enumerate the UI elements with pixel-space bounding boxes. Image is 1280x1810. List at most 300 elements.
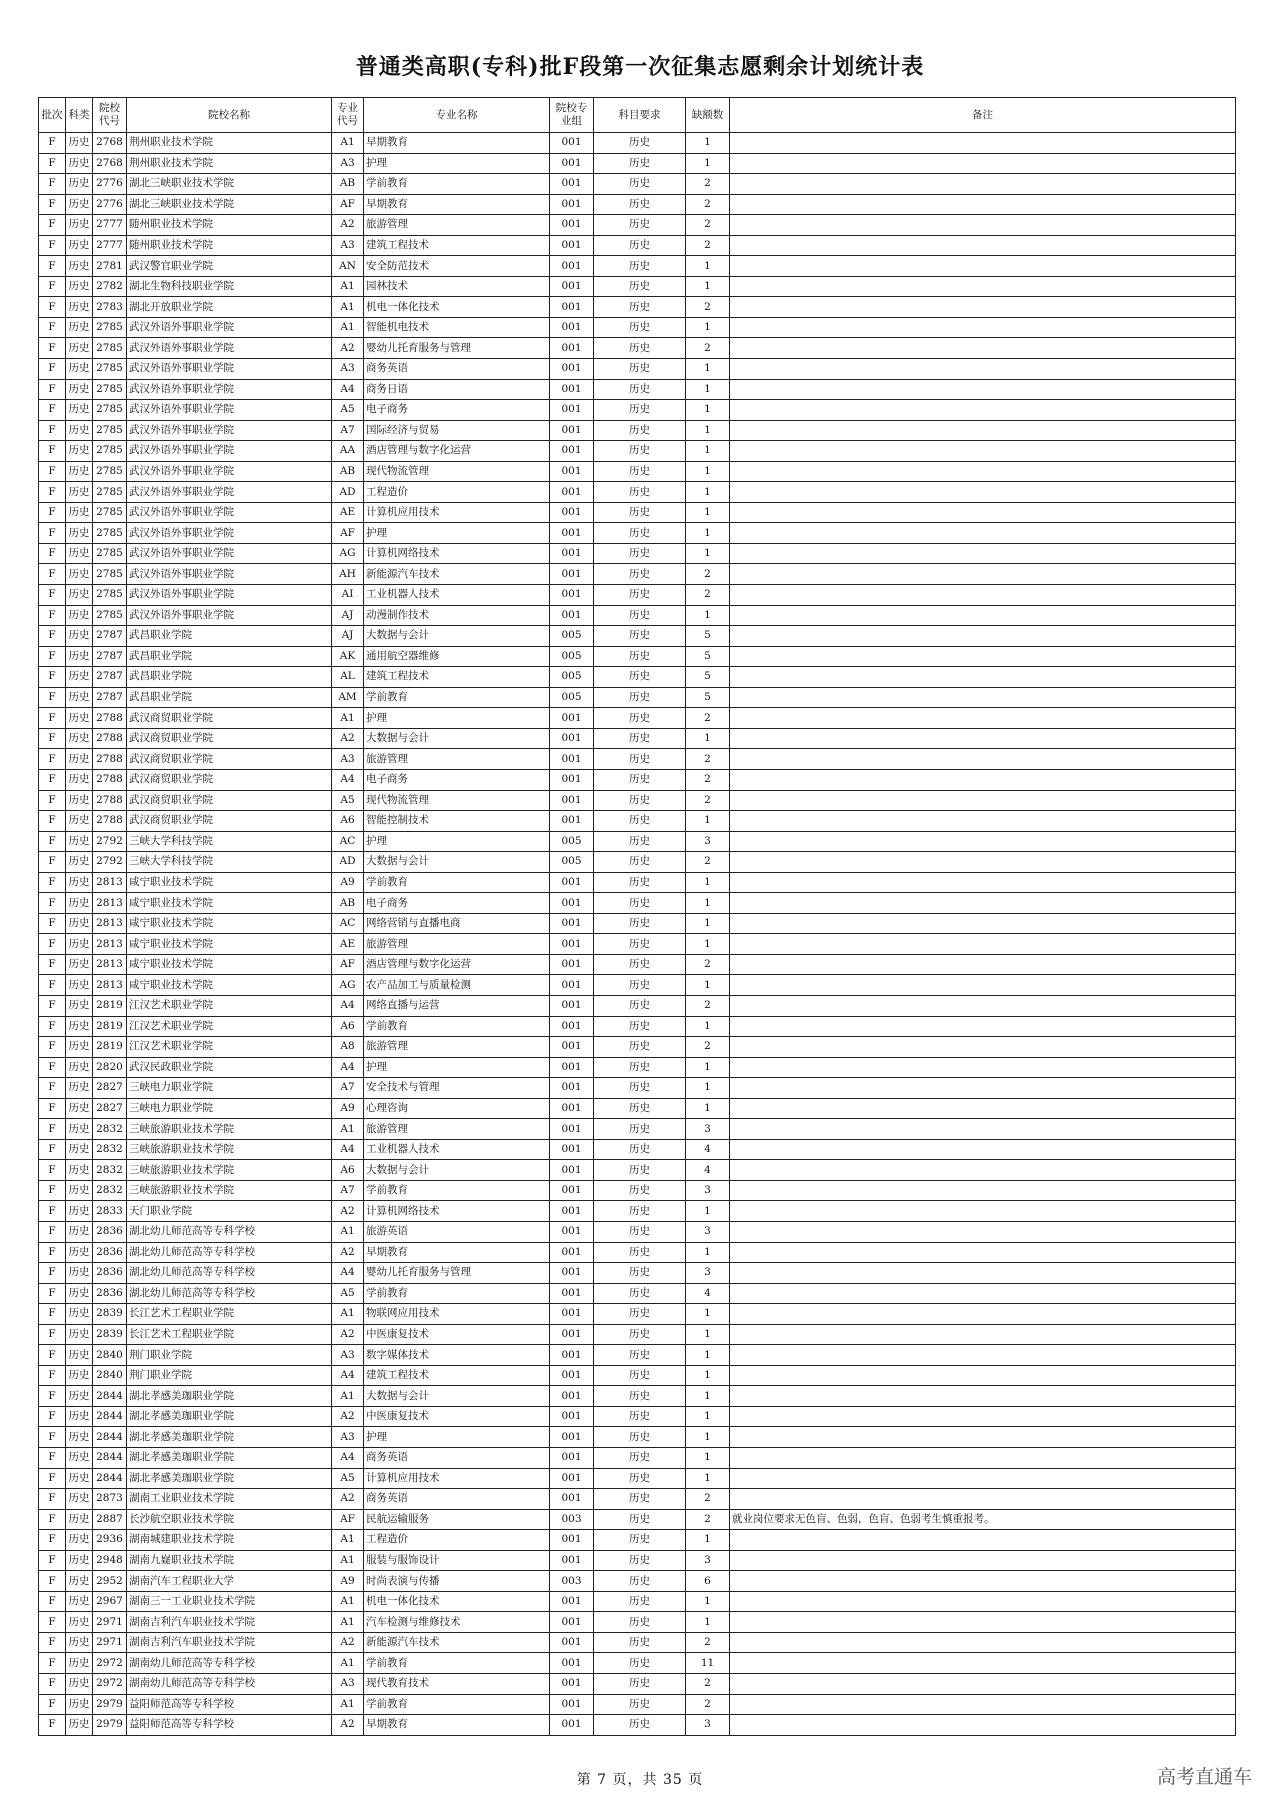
vacancies-cell: 1: [686, 256, 730, 277]
school-name-cell: 武汉民政职业学院: [127, 1057, 332, 1078]
major-group-cell: 001: [550, 1674, 594, 1695]
major-name-cell: 电子商务: [364, 893, 550, 914]
school-name-cell: 江汉艺术职业学院: [127, 1037, 332, 1058]
vacancies-cell: 1: [686, 276, 730, 297]
major-group-cell: 001: [550, 153, 594, 174]
major-code-cell: A3: [332, 1427, 364, 1448]
major-name-cell: 工程造价: [364, 1530, 550, 1551]
category-cell: 历史: [66, 461, 93, 482]
batch-cell: F: [39, 831, 66, 852]
category-cell: 历史: [66, 1221, 93, 1242]
table-row: [39, 1078, 1236, 1099]
school-name-cell: 武汉外语外事职业学院: [127, 317, 332, 338]
major-group-cell: 005: [550, 626, 594, 647]
major-group-cell: 001: [550, 1160, 594, 1181]
major-group-cell: 001: [550, 1324, 594, 1345]
major-group-cell: 001: [550, 1489, 594, 1510]
subject-requirement-cell: 历史: [594, 523, 686, 544]
major-group-cell: 001: [550, 543, 594, 564]
school-name-cell: 武汉外语外事职业学院: [127, 523, 332, 544]
major-code-cell: A6: [332, 1016, 364, 1037]
major-code-cell: A6: [332, 1160, 364, 1181]
remarks-cell: [730, 1016, 1236, 1037]
vacancies-cell: 1: [686, 1468, 730, 1489]
school-name-cell: 湖北生物科技职业学院: [127, 276, 332, 297]
batch-cell: F: [39, 1221, 66, 1242]
subject-requirement-cell: 历史: [594, 811, 686, 832]
school-code-cell: 2785: [93, 338, 127, 359]
school-code-cell: 2844: [93, 1406, 127, 1427]
major-code-cell: A3: [332, 235, 364, 256]
school-name-cell: 湖北幼儿师范高等专科学校: [127, 1242, 332, 1263]
remarks-cell: [730, 359, 1236, 380]
major-name-cell: 早期教育: [364, 1715, 550, 1736]
category-cell: 历史: [66, 1674, 93, 1695]
school-code-cell: 2967: [93, 1591, 127, 1612]
batch-cell: F: [39, 1201, 66, 1222]
major-group-cell: 001: [550, 1427, 594, 1448]
major-group-cell: 001: [550, 297, 594, 318]
table-row: [39, 276, 1236, 297]
header-remarks: 备注: [730, 98, 1236, 133]
vacancies-cell: 1: [686, 1304, 730, 1325]
school-code-cell: 2788: [93, 769, 127, 790]
major-group-cell: 001: [550, 1468, 594, 1489]
school-name-cell: 湖北三峡职业技术学院: [127, 174, 332, 195]
batch-cell: F: [39, 133, 66, 154]
major-name-cell: 计算机应用技术: [364, 1468, 550, 1489]
remarks-cell: [730, 769, 1236, 790]
subject-requirement-cell: 历史: [594, 1448, 686, 1469]
category-cell: 历史: [66, 297, 93, 318]
major-code-cell: AB: [332, 461, 364, 482]
remarks-cell: [730, 317, 1236, 338]
school-name-cell: 湖南吉利汽车职业技术学院: [127, 1612, 332, 1633]
table-row: [39, 646, 1236, 667]
subject-requirement-cell: 历史: [594, 1221, 686, 1242]
major-name-cell: 农产品加工与质量检测: [364, 975, 550, 996]
subject-requirement-cell: 历史: [594, 769, 686, 790]
school-name-cell: 湖南九嶷职业技术学院: [127, 1550, 332, 1571]
subject-requirement-cell: 历史: [594, 1139, 686, 1160]
major-group-cell: 001: [550, 872, 594, 893]
table-row: [39, 749, 1236, 770]
subject-requirement-cell: 历史: [594, 1571, 686, 1592]
category-cell: 历史: [66, 1283, 93, 1304]
table-row: [39, 1160, 1236, 1181]
major-group-cell: 001: [550, 276, 594, 297]
major-group-cell: 001: [550, 1632, 594, 1653]
remarks-cell: [730, 1427, 1236, 1448]
category-cell: 历史: [66, 1365, 93, 1386]
school-name-cell: 武汉外语外事职业学院: [127, 543, 332, 564]
vacancies-cell: 1: [686, 379, 730, 400]
batch-cell: F: [39, 1263, 66, 1284]
batch-cell: F: [39, 1242, 66, 1263]
category-cell: 历史: [66, 646, 93, 667]
school-name-cell: 益阳师范高等专科学校: [127, 1694, 332, 1715]
table-row: [39, 441, 1236, 462]
major-code-cell: A7: [332, 1078, 364, 1099]
major-code-cell: A3: [332, 749, 364, 770]
vacancies-cell: 4: [686, 1160, 730, 1181]
school-code-cell: 2777: [93, 215, 127, 236]
major-name-cell: 学前教育: [364, 1016, 550, 1037]
remarks-cell: [730, 1448, 1236, 1469]
school-code-cell: 2972: [93, 1674, 127, 1695]
category-cell: 历史: [66, 687, 93, 708]
remarks-cell: [730, 954, 1236, 975]
major-code-cell: A2: [332, 1406, 364, 1427]
remarks-cell: [730, 626, 1236, 647]
remarks-cell: [730, 1098, 1236, 1119]
major-code-cell: A1: [332, 297, 364, 318]
school-code-cell: 2783: [93, 297, 127, 318]
header-major-code: 专业代号: [332, 98, 364, 133]
school-code-cell: 2952: [93, 1571, 127, 1592]
subject-requirement-cell: 历史: [594, 153, 686, 174]
major-name-cell: 中医康复技术: [364, 1324, 550, 1345]
school-name-cell: 湖北幼儿师范高等专科学校: [127, 1283, 332, 1304]
remarks-cell: [730, 379, 1236, 400]
batch-cell: F: [39, 1160, 66, 1181]
vacancies-cell: 2: [686, 1674, 730, 1695]
school-name-cell: 三峡旅游职业技术学院: [127, 1160, 332, 1181]
table-row: [39, 1057, 1236, 1078]
batch-cell: F: [39, 1016, 66, 1037]
major-group-cell: 001: [550, 1037, 594, 1058]
batch-cell: F: [39, 420, 66, 441]
batch-cell: F: [39, 564, 66, 585]
subject-requirement-cell: 历史: [594, 256, 686, 277]
major-code-cell: AN: [332, 256, 364, 277]
vacancies-cell: 2: [686, 995, 730, 1016]
school-name-cell: 荆州职业技术学院: [127, 153, 332, 174]
subject-requirement-cell: 历史: [594, 1550, 686, 1571]
major-name-cell: 国际经济与贸易: [364, 420, 550, 441]
major-name-cell: 中医康复技术: [364, 1406, 550, 1427]
school-code-cell: 2813: [93, 913, 127, 934]
table-row: [39, 297, 1236, 318]
major-code-cell: AF: [332, 1509, 364, 1530]
batch-cell: F: [39, 605, 66, 626]
major-group-cell: 001: [550, 1694, 594, 1715]
vacancies-cell: 1: [686, 1201, 730, 1222]
category-cell: 历史: [66, 1550, 93, 1571]
remarks-cell: [730, 1283, 1236, 1304]
remarks-cell: [730, 174, 1236, 195]
major-code-cell: A5: [332, 1283, 364, 1304]
major-name-cell: 护理: [364, 523, 550, 544]
school-code-cell: 2971: [93, 1632, 127, 1653]
major-name-cell: 现代教育技术: [364, 1674, 550, 1695]
subject-requirement-cell: 历史: [594, 1406, 686, 1427]
batch-cell: F: [39, 769, 66, 790]
batch-cell: F: [39, 461, 66, 482]
table-row: [39, 1201, 1236, 1222]
major-code-cell: AF: [332, 954, 364, 975]
major-code-cell: AH: [332, 564, 364, 585]
batch-cell: F: [39, 1304, 66, 1325]
vacancies-cell: 1: [686, 523, 730, 544]
school-code-cell: 2873: [93, 1489, 127, 1510]
vacancies-cell: 2: [686, 1489, 730, 1510]
subject-requirement-cell: 历史: [594, 235, 686, 256]
major-name-cell: 婴幼儿托育服务与管理: [364, 1263, 550, 1284]
table-row: [39, 1016, 1236, 1037]
remarks-cell: [730, 1715, 1236, 1736]
table-row: [39, 790, 1236, 811]
vacancies-cell: 4: [686, 1139, 730, 1160]
major-code-cell: A3: [332, 153, 364, 174]
category-cell: 历史: [66, 256, 93, 277]
major-name-cell: 旅游管理: [364, 934, 550, 955]
category-cell: 历史: [66, 543, 93, 564]
category-cell: 历史: [66, 1016, 93, 1037]
batch-cell: F: [39, 276, 66, 297]
major-group-cell: 001: [550, 215, 594, 236]
table-row: [39, 1612, 1236, 1633]
remarks-cell: [730, 1263, 1236, 1284]
vacancies-cell: 3: [686, 1550, 730, 1571]
major-name-cell: 现代物流管理: [364, 461, 550, 482]
category-cell: 历史: [66, 523, 93, 544]
remarks-cell: [730, 461, 1236, 482]
major-group-cell: 001: [550, 975, 594, 996]
major-group-cell: 001: [550, 728, 594, 749]
major-code-cell: A4: [332, 1365, 364, 1386]
major-code-cell: A3: [332, 1674, 364, 1695]
subject-requirement-cell: 历史: [594, 995, 686, 1016]
subject-requirement-cell: 历史: [594, 605, 686, 626]
subject-requirement-cell: 历史: [594, 1653, 686, 1674]
school-name-cell: 江汉艺术职业学院: [127, 995, 332, 1016]
school-code-cell: 2887: [93, 1509, 127, 1530]
remarks-cell: [730, 1180, 1236, 1201]
subject-requirement-cell: 历史: [594, 543, 686, 564]
category-cell: 历史: [66, 1509, 93, 1530]
vacancies-cell: 1: [686, 1530, 730, 1551]
table-row: [39, 913, 1236, 934]
subject-requirement-cell: 历史: [594, 133, 686, 154]
major-name-cell: 学前教育: [364, 174, 550, 195]
remarks-cell: [730, 1160, 1236, 1181]
table-row: [39, 1427, 1236, 1448]
remarks-cell: [730, 543, 1236, 564]
vacancies-cell: 4: [686, 1283, 730, 1304]
category-cell: 历史: [66, 1037, 93, 1058]
category-cell: 历史: [66, 1098, 93, 1119]
remarks-cell: [730, 338, 1236, 359]
category-cell: 历史: [66, 153, 93, 174]
subject-requirement-cell: 历史: [594, 708, 686, 729]
major-group-cell: 001: [550, 1304, 594, 1325]
category-cell: 历史: [66, 1345, 93, 1366]
batch-cell: F: [39, 297, 66, 318]
page-title: 普通类高职(专科)批F段第一次征集志愿剩余计划统计表: [355, 54, 925, 80]
remarks-cell: [730, 256, 1236, 277]
school-name-cell: 武汉外语外事职业学院: [127, 441, 332, 462]
table-row: [39, 482, 1236, 503]
vacancies-cell: 3: [686, 1119, 730, 1140]
table-row: [39, 1221, 1236, 1242]
remarks-cell: [730, 441, 1236, 462]
school-name-cell: 湖北开放职业学院: [127, 297, 332, 318]
school-name-cell: 武汉商贸职业学院: [127, 749, 332, 770]
batch-cell: F: [39, 1386, 66, 1407]
vacancies-cell: 1: [686, 1365, 730, 1386]
vacancies-cell: 3: [686, 1715, 730, 1736]
header-category: 科类: [66, 98, 93, 133]
major-group-cell: 003: [550, 1571, 594, 1592]
major-group-cell: 001: [550, 194, 594, 215]
remarks-cell: [730, 133, 1236, 154]
major-code-cell: AJ: [332, 626, 364, 647]
remarks-cell: 就业岗位要求无色盲、色弱，色盲、色弱考生慎重报考。: [730, 1509, 1236, 1530]
major-code-cell: A2: [332, 338, 364, 359]
vacancies-cell: 1: [686, 543, 730, 564]
batch-cell: F: [39, 215, 66, 236]
remarks-cell: [730, 523, 1236, 544]
subject-requirement-cell: 历史: [594, 1489, 686, 1510]
batch-cell: F: [39, 811, 66, 832]
batch-cell: F: [39, 1591, 66, 1612]
school-code-cell: 2792: [93, 831, 127, 852]
school-code-cell: 2819: [93, 1016, 127, 1037]
school-name-cell: 武汉外语外事职业学院: [127, 420, 332, 441]
school-name-cell: 湖北孝感美珈职业学院: [127, 1448, 332, 1469]
subject-requirement-cell: 历史: [594, 1201, 686, 1222]
table-row: [39, 1674, 1236, 1695]
vacancies-cell: 1: [686, 975, 730, 996]
subject-requirement-cell: 历史: [594, 276, 686, 297]
school-code-cell: 2785: [93, 359, 127, 380]
remarks-cell: [730, 420, 1236, 441]
school-code-cell: 2840: [93, 1345, 127, 1366]
remarks-cell: [730, 276, 1236, 297]
remarks-cell: [730, 667, 1236, 688]
category-cell: 历史: [66, 276, 93, 297]
batch-cell: F: [39, 872, 66, 893]
table-row: [39, 687, 1236, 708]
category-cell: 历史: [66, 749, 93, 770]
major-group-cell: 001: [550, 1201, 594, 1222]
table-header-row: [39, 98, 1236, 133]
subject-requirement-cell: 历史: [594, 1427, 686, 1448]
table-row: [39, 153, 1236, 174]
vacancies-cell: 1: [686, 317, 730, 338]
major-name-cell: 建筑工程技术: [364, 235, 550, 256]
subject-requirement-cell: 历史: [594, 1057, 686, 1078]
major-code-cell: AF: [332, 194, 364, 215]
category-cell: 历史: [66, 605, 93, 626]
batch-cell: F: [39, 1674, 66, 1695]
school-name-cell: 湖南工业职业技术学院: [127, 1489, 332, 1510]
remarks-cell: [730, 1530, 1236, 1551]
table-row: [39, 1386, 1236, 1407]
subject-requirement-cell: 历史: [594, 1016, 686, 1037]
table-row: [39, 1098, 1236, 1119]
batch-cell: F: [39, 482, 66, 503]
vacancies-cell: 2: [686, 1632, 730, 1653]
major-group-cell: 001: [550, 133, 594, 154]
table-row: [39, 215, 1236, 236]
major-code-cell: AC: [332, 913, 364, 934]
major-group-cell: 001: [550, 1448, 594, 1469]
major-group-cell: 001: [550, 482, 594, 503]
school-name-cell: 湖北孝感美珈职业学院: [127, 1468, 332, 1489]
batch-cell: F: [39, 1612, 66, 1633]
category-cell: 历史: [66, 790, 93, 811]
school-name-cell: 三峡旅游职业技术学院: [127, 1119, 332, 1140]
batch-cell: F: [39, 256, 66, 277]
vacancies-cell: 1: [686, 1427, 730, 1448]
remarks-cell: [730, 995, 1236, 1016]
major-code-cell: AL: [332, 667, 364, 688]
school-name-cell: 武汉商贸职业学院: [127, 708, 332, 729]
table-row: [39, 1365, 1236, 1386]
plan-table: [38, 97, 1236, 1736]
batch-cell: F: [39, 1632, 66, 1653]
major-code-cell: A1: [332, 1386, 364, 1407]
school-name-cell: 湖南三一工业职业技术学院: [127, 1591, 332, 1612]
major-code-cell: A1: [332, 1694, 364, 1715]
major-code-cell: A4: [332, 769, 364, 790]
school-name-cell: 湖南城建职业技术学院: [127, 1530, 332, 1551]
school-name-cell: 荆门职业学院: [127, 1365, 332, 1386]
major-name-cell: 大数据与会计: [364, 852, 550, 873]
major-group-cell: 001: [550, 1057, 594, 1078]
vacancies-cell: 3: [686, 1221, 730, 1242]
category-cell: 历史: [66, 174, 93, 195]
subject-requirement-cell: 历史: [594, 1098, 686, 1119]
vacancies-cell: 1: [686, 153, 730, 174]
major-code-cell: AC: [332, 831, 364, 852]
major-name-cell: 大数据与会计: [364, 1160, 550, 1181]
batch-cell: F: [39, 852, 66, 873]
subject-requirement-cell: 历史: [594, 1283, 686, 1304]
major-name-cell: 旅游管理: [364, 215, 550, 236]
remarks-cell: [730, 1591, 1236, 1612]
batch-cell: F: [39, 1139, 66, 1160]
school-name-cell: 湖南幼儿师范高等专科学校: [127, 1674, 332, 1695]
vacancies-cell: 6: [686, 1571, 730, 1592]
school-code-cell: 2813: [93, 954, 127, 975]
subject-requirement-cell: 历史: [594, 954, 686, 975]
remarks-cell: [730, 1119, 1236, 1140]
major-code-cell: A2: [332, 728, 364, 749]
batch-cell: F: [39, 749, 66, 770]
school-code-cell: 2788: [93, 790, 127, 811]
category-cell: 历史: [66, 995, 93, 1016]
major-group-cell: 001: [550, 605, 594, 626]
subject-requirement-cell: 历史: [594, 1037, 686, 1058]
subject-requirement-cell: 历史: [594, 913, 686, 934]
remarks-cell: [730, 1324, 1236, 1345]
table-row: [39, 564, 1236, 585]
school-name-cell: 武汉外语外事职业学院: [127, 338, 332, 359]
category-cell: 历史: [66, 1160, 93, 1181]
school-name-cell: 武汉外语外事职业学院: [127, 379, 332, 400]
vacancies-cell: 2: [686, 1037, 730, 1058]
category-cell: 历史: [66, 1694, 93, 1715]
major-code-cell: A5: [332, 400, 364, 421]
major-name-cell: 大数据与会计: [364, 1386, 550, 1407]
major-code-cell: A9: [332, 1098, 364, 1119]
batch-cell: F: [39, 1365, 66, 1386]
school-name-cell: 三峡旅游职业技术学院: [127, 1180, 332, 1201]
remarks-cell: [730, 1550, 1236, 1571]
